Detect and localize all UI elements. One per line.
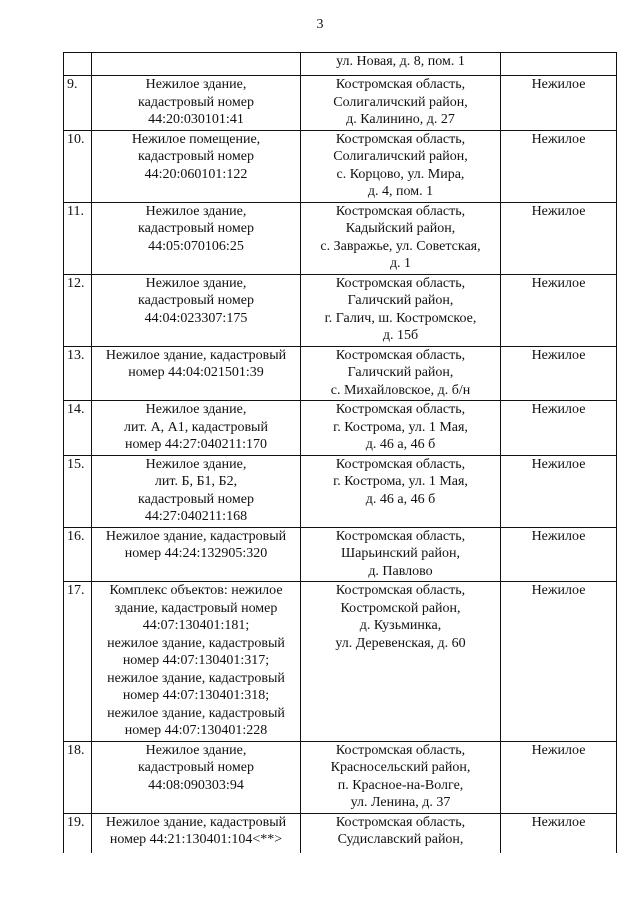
object-type-cell	[501, 346, 617, 401]
address-line: Солигаличский район,	[333, 94, 468, 110]
row-number: 10.	[67, 131, 85, 147]
name-line: Нежилое здание,	[145, 742, 247, 758]
object-type: Нежилое	[531, 528, 586, 544]
name-line: кадастровый номер	[138, 94, 254, 110]
address-line: Солигаличский район,	[333, 149, 468, 164]
address-line: д. 46 а, 46 б	[365, 491, 436, 507]
address-line: Костромская область,	[335, 131, 466, 147]
name-line: Нежилое здание,	[145, 402, 247, 417]
object-type-cell	[501, 202, 617, 274]
object-type: Нежилое	[531, 456, 586, 472]
name-line: Нежилое здание, кадастровый	[105, 528, 287, 544]
object-address-cell	[301, 741, 501, 813]
name-line: кадастровый номер	[138, 149, 254, 164]
object-name-cell	[92, 130, 301, 202]
address-line: д. 46 а, 46 б	[365, 437, 436, 452]
table-row	[64, 202, 617, 274]
table-row	[64, 527, 617, 582]
object-type: Нежилое	[531, 814, 586, 830]
row-number: 11.	[67, 203, 84, 219]
table-row	[64, 582, 617, 742]
object-type: Нежилое	[531, 203, 586, 219]
row-number-cell	[64, 346, 92, 401]
row-number: 9.	[67, 77, 78, 92]
name-line: 44:04:023307:175	[144, 310, 248, 326]
object-address-cell	[301, 130, 501, 202]
address-line: д. 4, пом. 1	[367, 184, 434, 199]
object-name-cell	[92, 582, 301, 742]
object-address-cell	[301, 401, 501, 456]
object-type: Нежилое	[531, 583, 586, 598]
name-line: здание, кадастровый номер	[114, 600, 278, 616]
row-number-cell	[64, 582, 92, 742]
object-address-cell	[301, 202, 501, 274]
row-number-cell	[64, 76, 92, 131]
address-line: г. Галич, ш. Костромское,	[324, 310, 477, 326]
row-number: 15.	[67, 456, 85, 472]
address-line: с. Корцово, ул. Мира,	[336, 166, 465, 182]
name-line: номер 44:21:130401:104<**>	[109, 832, 283, 847]
object-name-cell	[92, 202, 301, 274]
object-type-cell	[501, 813, 617, 853]
address-line: Костромская область,	[335, 456, 466, 472]
row-number: 16.	[67, 528, 85, 544]
object-type-cell	[501, 76, 617, 131]
object-type: Нежилое	[531, 77, 586, 92]
row-number: 12.	[67, 275, 85, 291]
row-number: 17.	[67, 583, 85, 598]
address-line: г. Кострома, ул. 1 Мая,	[333, 474, 468, 489]
object-address-cell	[301, 76, 501, 131]
table-row	[64, 813, 617, 853]
address-line: д. 15б	[382, 328, 419, 343]
address-line: Костромская область,	[335, 814, 466, 830]
object-name-cell	[92, 401, 301, 456]
name-line: нежилое здание, кадастровый	[107, 705, 285, 721]
table-row	[64, 76, 617, 131]
name-line: 44:07:130401:181;	[142, 618, 250, 633]
object-name-cell	[92, 76, 301, 131]
row-number-cell	[64, 53, 92, 76]
name-line: 44:20:030101:41	[148, 112, 244, 127]
name-line: Нежилое здание,	[145, 275, 247, 291]
address-line: д. Калинино, д. 27	[346, 112, 455, 127]
address-line: д. 1	[389, 256, 412, 271]
address-line: Костромская область,	[335, 583, 466, 598]
address-line: Костромской район,	[340, 600, 461, 616]
object-type: Нежилое	[531, 742, 586, 758]
address-line: Костромская область,	[335, 402, 466, 417]
row-number-cell	[64, 202, 92, 274]
address-line: Кадыйский район,	[345, 221, 456, 236]
object-type: Нежилое	[531, 402, 586, 417]
address-line: с. Михайловское, д. б/н	[330, 382, 471, 398]
object-name-cell	[92, 346, 301, 401]
address-line: Костромская область,	[335, 77, 466, 92]
address-line: Шарьинский район,	[341, 546, 460, 561]
object-type-cell	[501, 401, 617, 456]
name-line: лит. Б, Б1, Б2,	[154, 474, 238, 489]
address-line: г. Кострома, ул. 1 Мая,	[333, 419, 468, 435]
address-line: Галичский район,	[347, 365, 454, 380]
row-number-cell	[64, 130, 92, 202]
name-line: Нежилое здание,	[145, 203, 247, 219]
table-row	[64, 455, 617, 527]
object-name-cell	[92, 274, 301, 346]
object-type-cell	[501, 741, 617, 813]
name-line: Нежилое здание, кадастровый	[105, 814, 287, 830]
object-type: Нежилое	[531, 347, 586, 363]
object-address-cell	[301, 813, 501, 853]
address-line: Костромская область,	[335, 742, 466, 758]
row-number-cell	[64, 401, 92, 456]
address-line: д. Павлово	[368, 563, 433, 579]
object-name-cell	[92, 53, 301, 76]
row-number: 18.	[67, 742, 85, 758]
name-line: номер 44:04:021501:39	[128, 365, 264, 380]
name-line: кадастровый номер	[138, 760, 254, 775]
row-number-cell	[64, 813, 92, 853]
name-line: кадастровый номер	[138, 293, 254, 308]
row-number: 14.	[67, 402, 85, 417]
property-registry-table	[63, 52, 617, 853]
name-line: номер 44:07:130401:228	[124, 723, 268, 738]
name-line: Нежилое помещение,	[131, 131, 261, 147]
row-number-cell	[64, 274, 92, 346]
name-line: 44:20:060101:122	[144, 166, 248, 182]
object-type-cell	[501, 455, 617, 527]
address-line: с. Завражье, ул. Советская,	[320, 238, 481, 254]
name-line: нежилое здание, кадастровый	[107, 670, 285, 686]
object-name-cell	[92, 741, 301, 813]
object-address-cell	[301, 527, 501, 582]
table-row	[64, 741, 617, 813]
object-address-cell	[301, 582, 501, 742]
object-address-cell	[301, 346, 501, 401]
address-line: Красносельский район,	[330, 760, 471, 775]
address-line: Костромская область,	[335, 347, 466, 363]
name-line: нежилое здание, кадастровый	[107, 635, 285, 651]
table-row	[64, 130, 617, 202]
name-line: 44:05:070106:25	[148, 238, 244, 254]
object-address-cell	[301, 53, 501, 76]
object-type: Нежилое	[531, 275, 586, 291]
name-line: номер 44:07:130401:318;	[122, 688, 270, 703]
table-row	[64, 346, 617, 401]
object-type-cell	[501, 130, 617, 202]
object-name-cell	[92, 813, 301, 853]
object-address-cell	[301, 455, 501, 527]
address-line: Костромская область,	[335, 203, 466, 219]
object-type-cell	[501, 582, 617, 742]
table-row	[64, 53, 617, 76]
address-line: Галичский район,	[347, 293, 454, 308]
row-number-cell	[64, 455, 92, 527]
object-address-cell	[301, 274, 501, 346]
name-line: Нежилое здание, кадастровый	[105, 347, 287, 363]
address-line: ул. Ленина, д. 37	[350, 795, 451, 810]
object-name-cell	[92, 455, 301, 527]
name-line: лит. А, А1, кадастровый	[124, 419, 268, 435]
object-type-cell	[501, 274, 617, 346]
name-line: номер 44:24:132905:320	[124, 546, 268, 561]
object-type-cell	[501, 53, 617, 76]
name-line: номер 44:27:040211:170	[125, 437, 267, 452]
address-line: Судиславский район,	[337, 832, 464, 847]
object-type-cell	[501, 527, 617, 582]
name-line: 44:27:040211:168	[144, 509, 248, 524]
object-type: Нежилое	[531, 131, 586, 147]
row-number-cell	[64, 741, 92, 813]
address-line: п. Красное-на-Волге,	[337, 777, 464, 793]
registry-body	[64, 53, 617, 854]
name-line: 44:08:090303:94	[148, 777, 244, 793]
row-number-cell	[64, 527, 92, 582]
name-line: кадастровый номер	[138, 221, 254, 236]
row-number: 13.	[67, 347, 85, 363]
address-line: ул. Деревенская, д. 60	[335, 635, 466, 651]
address-line: Костромская область,	[335, 275, 466, 291]
page-number: 3	[316, 17, 324, 32]
name-line: кадастровый номер	[138, 491, 254, 507]
name-line: Нежилое здание,	[145, 77, 247, 92]
name-line: Комплекс объектов: нежилое	[109, 583, 283, 598]
row-number: 19.	[67, 814, 85, 830]
table-row	[64, 401, 617, 456]
table-row	[64, 274, 617, 346]
name-line: Нежилое здание,	[145, 456, 247, 472]
object-name-cell	[92, 527, 301, 582]
address-line: д. Кузьминка,	[359, 618, 442, 633]
address-line: ул. Новая, д. 8, пом. 1	[336, 54, 465, 69]
name-line: номер 44:07:130401:317;	[122, 653, 270, 668]
address-line: Костромская область,	[335, 528, 466, 544]
